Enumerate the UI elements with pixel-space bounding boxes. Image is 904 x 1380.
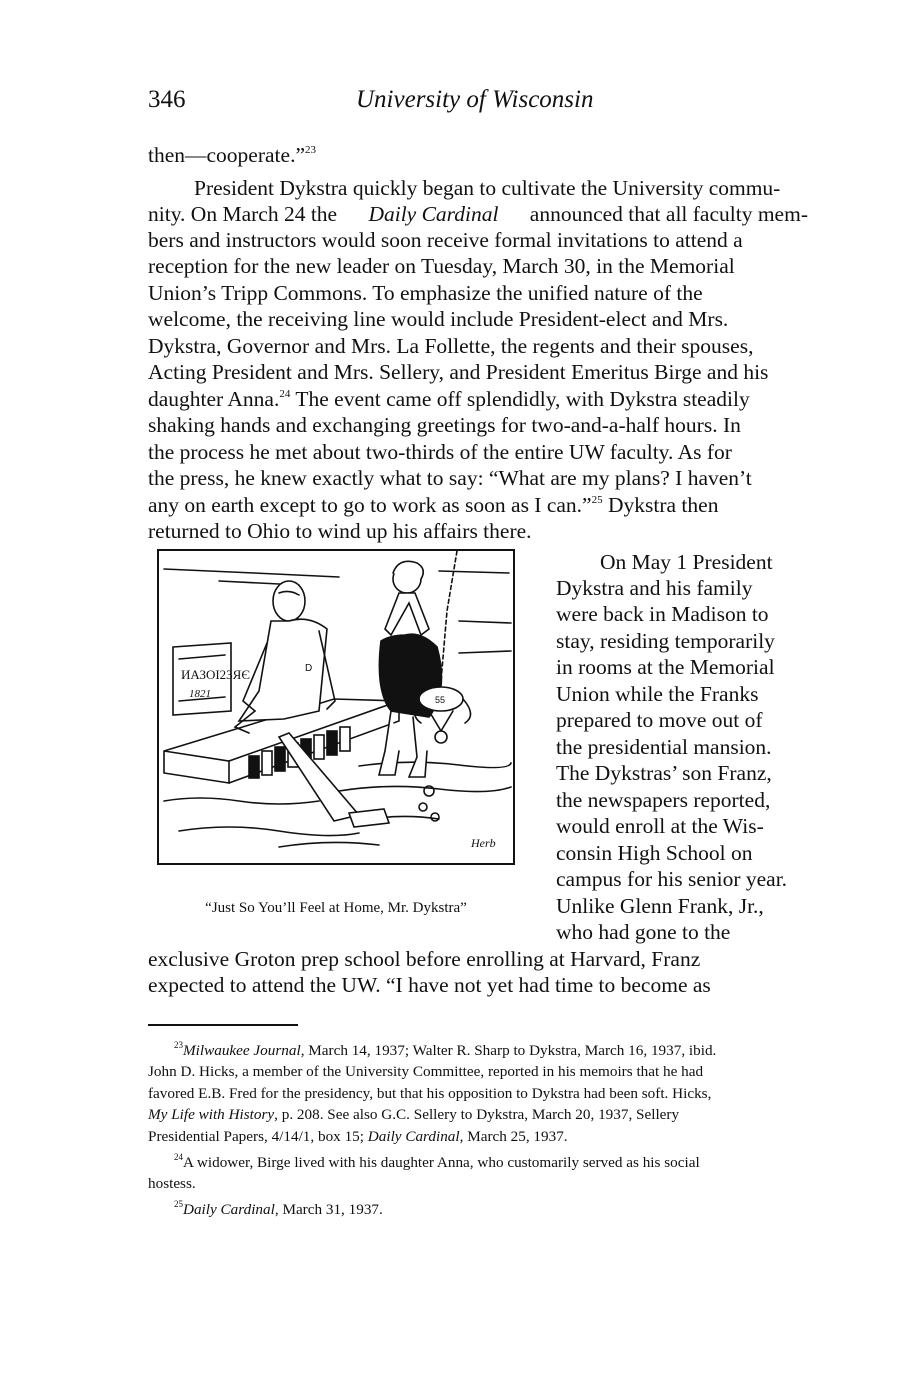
sketch-line <box>459 621 511 623</box>
page-number: 346 <box>148 86 186 113</box>
text-line: were back in Madison to <box>556 602 769 626</box>
footnote-line: Presidential Papers, 4/14/1, box 15; Daily Cardinal, March 25, 1937. <box>148 1128 568 1145</box>
footnote-line: My Life with History, p. 208. See also G.C. Sellery to Dykstra, March 20, 1937, Sellery <box>148 1106 680 1123</box>
text-line: Dykstra, Governor and Mrs. La Follette, the regents and their spouses, <box>148 334 754 358</box>
water-line <box>279 842 379 847</box>
text-line: consin High School on <box>556 841 753 865</box>
man-head <box>273 581 305 621</box>
cabinet-label: 1821 <box>189 688 211 700</box>
text-line: who had gone to the <box>556 920 731 944</box>
text-line: the presidential mansion. <box>556 735 772 759</box>
publication-title: Daily Cardinal <box>368 202 499 226</box>
text-line: Acting President and Mrs. Sellery, and President Emeritus Birge and his <box>148 360 769 384</box>
artist-signature: Herb <box>471 836 496 850</box>
footnote-23: $^{23}$Milwaukee Journal, March 14, 1937; Walter R. Sharp to Dykstra, March 16, 1937, ibid. <box>174 1040 717 1059</box>
text-line: reception for the new leader on Tuesday, March 30, in the Memorial <box>148 254 735 278</box>
woman-leg <box>379 711 399 775</box>
footnote-ref[interactable]: 23 <box>305 144 316 156</box>
cabinet-label: ИАЗОІ23ЯЄ <box>181 667 250 682</box>
footnote-line: hostess. <box>148 1175 196 1192</box>
cartoon-illustration <box>157 549 515 865</box>
text-line: daughter Anna.$^{24}$ The event came off splendidly, with Dykstra steadily <box>148 387 750 411</box>
footnote-ref[interactable]: 24 <box>279 388 291 400</box>
text-line: On May 1 President <box>600 550 773 574</box>
text-line: expected to attend the UW. “I have not yet had time to become as <box>148 973 711 997</box>
text-line: President Dykstra quickly began to cultivate the University commu- <box>194 176 781 200</box>
text-line: any on earth except to go to work as soon as I can.”$^{25}$ Dykstra then <box>148 493 719 517</box>
sketch-line <box>459 651 511 653</box>
man-body <box>239 619 327 721</box>
cartoon-drawing <box>159 551 513 863</box>
running-head: University of Wisconsin <box>356 86 594 113</box>
text-line: Dykstra and his family <box>556 576 753 600</box>
text-line: Union’s Tripp Commons. To emphasize the unified nature of the <box>148 281 703 305</box>
text-line: prepared to move out of <box>556 708 763 732</box>
text-line: welcome, the receiving line would include President-elect and Mrs. <box>148 307 729 331</box>
figure-caption: “Just So You’ll Feel at Home, Mr. Dykstra” <box>205 900 467 916</box>
text-line: bers and instructors would soon receive formal invitations to attend a <box>148 228 743 252</box>
text-line: campus for his senior year. <box>556 867 788 891</box>
footnote-ref[interactable]: 25 <box>591 494 603 506</box>
text-line: The Dykstras’ son Franz, <box>556 761 772 785</box>
text-line: then—cooperate.”$^{23}$ <box>148 143 316 167</box>
footnote-24: $^{24}$A widower, Birge lived with his daughter Anna, who customarily served as his social <box>174 1152 700 1171</box>
text-line: shaking hands and exchanging greetings for two-and-a-half hours. In <box>148 413 741 437</box>
sketch-line <box>164 569 339 577</box>
text-line: nity. On March 24 the Daily Cardinal announced that all faculty mem- <box>148 202 808 226</box>
text-line: would enroll at the Wis- <box>556 814 764 838</box>
footnote-rule <box>148 1024 298 1026</box>
page-header <box>148 86 808 122</box>
jacket-letter: D <box>305 663 313 674</box>
footnote-25: $^{25}$Daily Cardinal, March 31, 1937. <box>174 1199 383 1218</box>
water-line <box>164 798 319 804</box>
woman-leg <box>409 717 427 777</box>
footnote-line: favored E.B. Fred for the presidency, but that his opposition to Dykstra had been soft. Hicks, <box>148 1085 712 1102</box>
text-line: stay, residing temporarily <box>556 629 775 653</box>
text-line: Unlike Glenn Frank, Jr., <box>556 894 764 918</box>
text-line: the press, he knew exactly what to say: “What are my plans? I haven’t <box>148 466 752 490</box>
footnote-line: John D. Hicks, a member of the University Committee, reported in his memoirs that he had <box>148 1063 704 1080</box>
text-line: Union while the Franks <box>556 682 759 706</box>
text-line: the process he met about two-thirds of the entire UW faculty. As for <box>148 440 732 464</box>
sketch-line <box>439 571 509 573</box>
text-line: exclusive Groton prep school before enrolling at Harvard, Franz <box>148 947 701 971</box>
water-line <box>179 827 359 836</box>
text-line: in rooms at the Memorial <box>556 655 775 679</box>
text-line: the newspapers reported, <box>556 788 771 812</box>
text-line: returned to Ohio to wind up his affairs there. <box>148 519 532 543</box>
chandelier-mark: 55 <box>435 695 446 705</box>
